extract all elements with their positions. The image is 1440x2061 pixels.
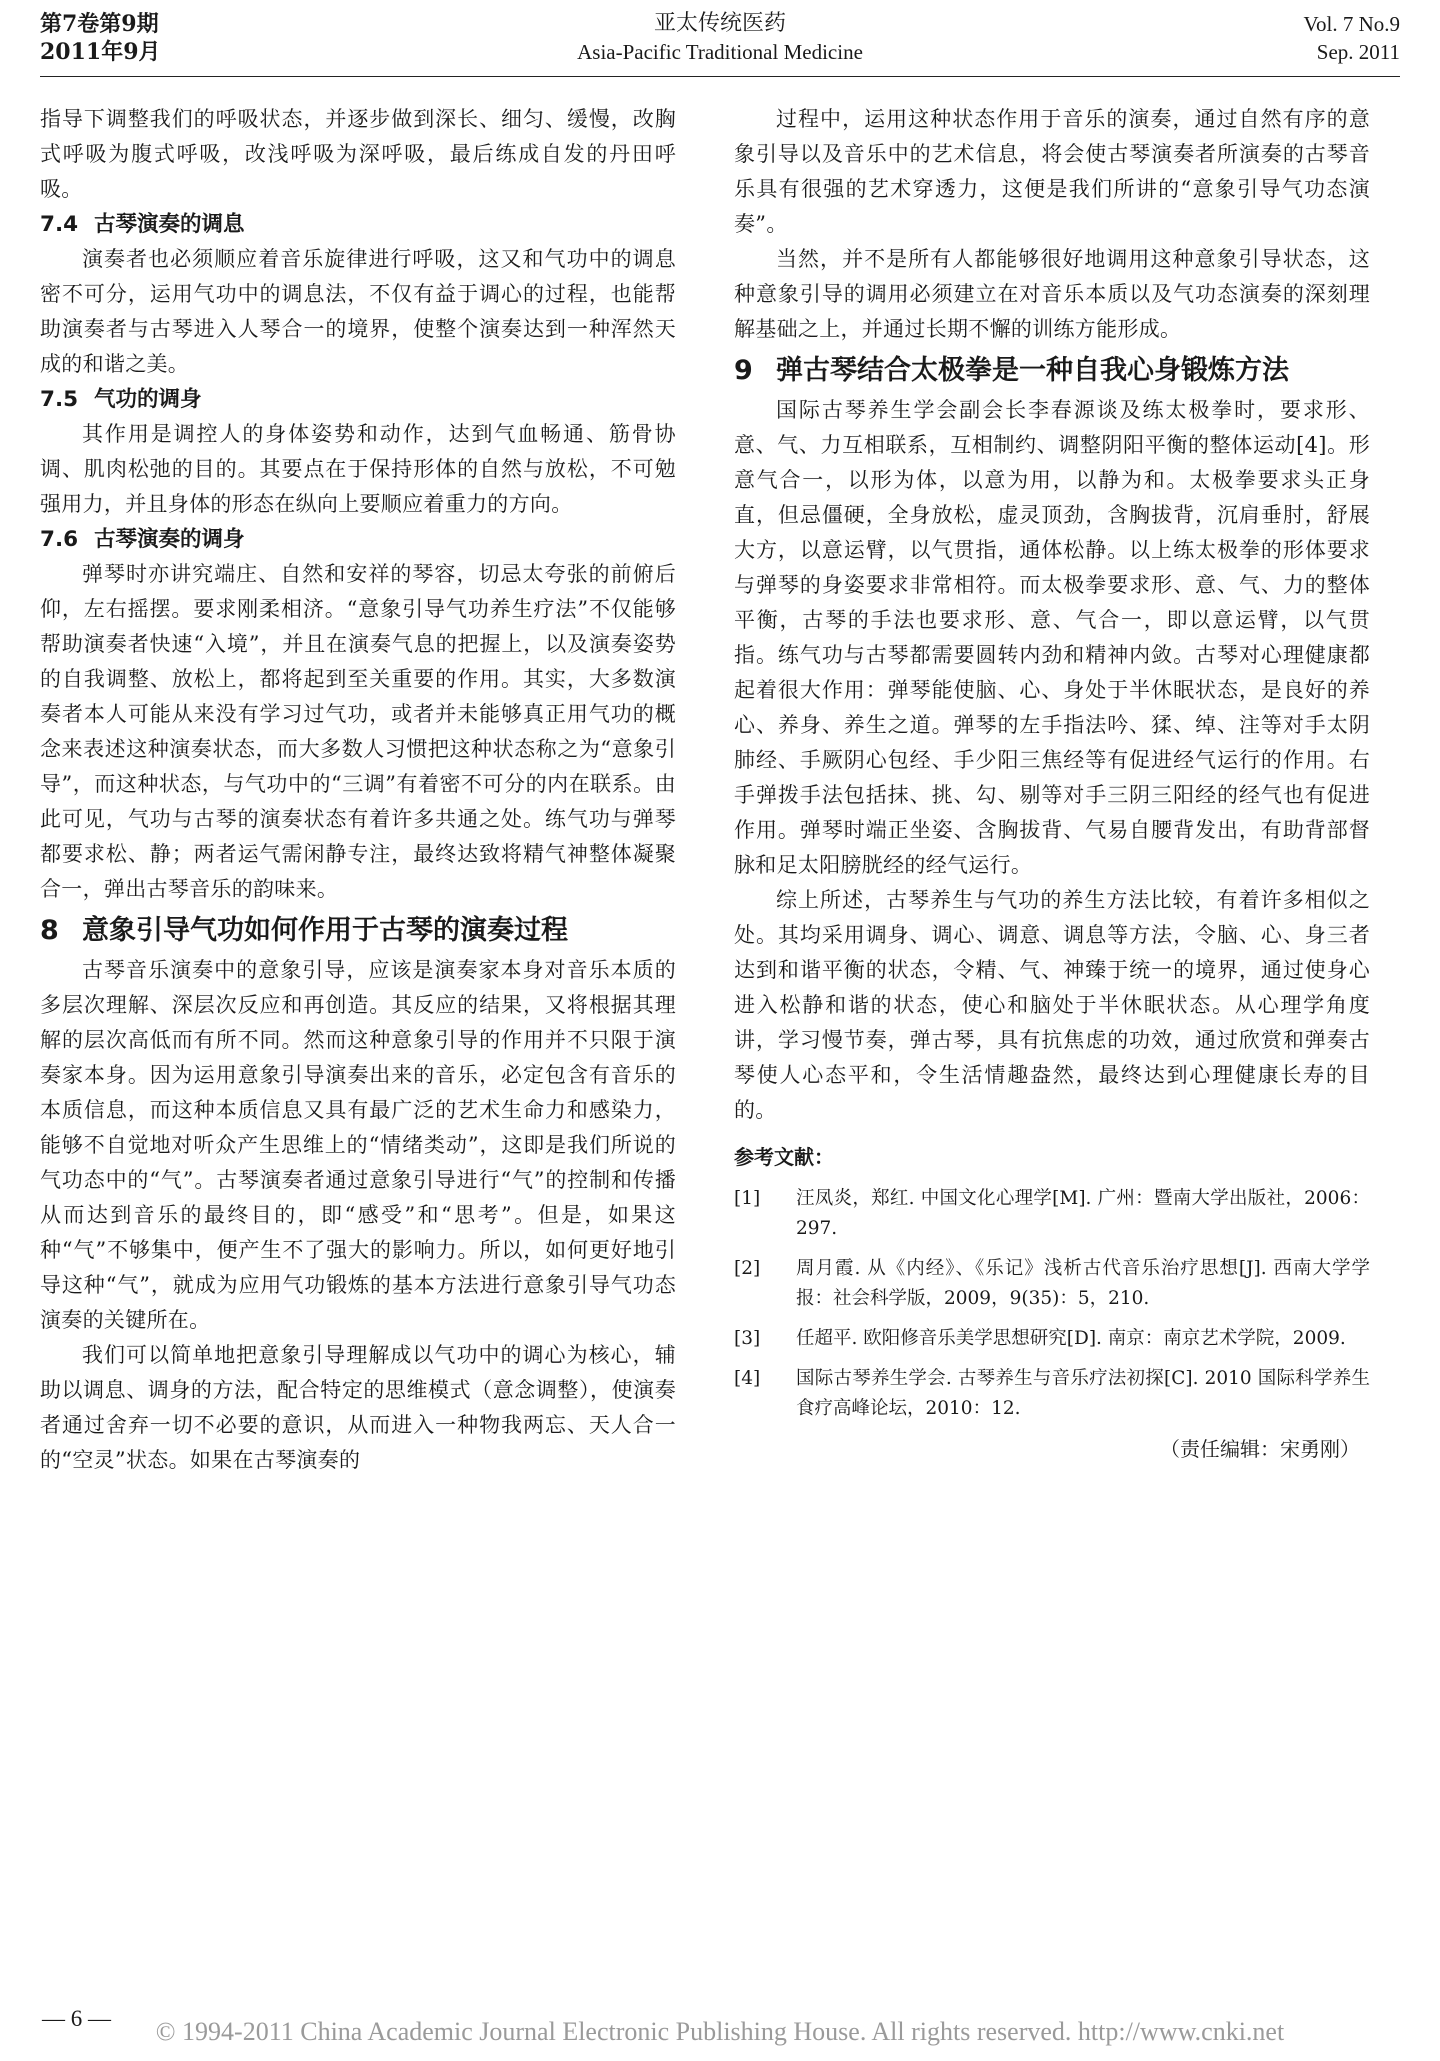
section-title: 意象引导气功如何作用于古琴的演奏过程 bbox=[82, 915, 568, 946]
running-header bbox=[40, 10, 1400, 72]
section-number: 8 bbox=[40, 915, 59, 946]
left-column bbox=[40, 102, 676, 1478]
section-number: 9 bbox=[734, 355, 753, 386]
paragraph: 过程中，运用这种状态作用于音乐的演奏，通过自然有序的意象引导以及音乐中的艺术信息，将会使古琴演奏者所演奏的古琴音乐具有很强的艺术穿透力，这便是我们所讲的“意象引导气功态演奏”。 bbox=[734, 107, 1370, 236]
copyright-footer: © 1994-2011 China Academic Journal Electronic Publishing House. All rights reserved. http://www.cnki.net bbox=[155, 2017, 1285, 2046]
header-rule bbox=[40, 76, 1400, 77]
subsection-number: 7.4 bbox=[40, 212, 79, 237]
subsection-title: 古琴演奏的调身 bbox=[94, 527, 245, 552]
section-title: 弹古琴结合太极拳是一种自我心身锻炼方法 bbox=[776, 355, 1289, 386]
reference-number: [1] bbox=[734, 1188, 761, 1209]
subsection-number: 7.6 bbox=[40, 527, 79, 552]
reference-text: 任超平. 欧阳修音乐美学思想研究[D]. 南京：南京艺术学院，2009. bbox=[796, 1328, 1346, 1349]
journal-title bbox=[40, 10, 1400, 66]
journal-volume-en bbox=[1304, 10, 1400, 66]
subsection-title: 气功的调身 bbox=[94, 387, 202, 412]
journal-title-cn: 亚太传统医药 bbox=[653, 11, 786, 36]
reference-text: 国际古琴养生学会. 古琴养生与音乐疗法初探[C]. 2010 国际科学养生食疗高峰论坛，2010：12. bbox=[796, 1368, 1370, 1419]
references-heading: 参考文献： bbox=[734, 1145, 834, 1169]
issue-date: 2011年9月 bbox=[40, 39, 161, 65]
subsection-heading-7-5 bbox=[40, 382, 676, 417]
reference-text: 周月霞. 从《内经》、《乐记》浅析古代音乐治疗思想[J]. 西南大学学报：社会科学版，2009，9(35)：5，210. bbox=[796, 1258, 1370, 1309]
reference-item bbox=[734, 1324, 1370, 1354]
reference-item bbox=[734, 1364, 1370, 1424]
reference-number: [2] bbox=[734, 1258, 761, 1279]
section-heading-9 bbox=[734, 351, 1370, 391]
journal-title-en: Asia-Pacific Traditional Medicine bbox=[577, 40, 863, 64]
reference-number: [3] bbox=[734, 1328, 761, 1349]
subsection-number: 7.5 bbox=[40, 387, 79, 412]
subsection-heading-7-4 bbox=[40, 207, 676, 242]
volume-issue-en: Vol. 7 No.9 bbox=[1303, 12, 1400, 36]
intro-paragraph: 指导下调整我们的呼吸状态，并逐步做到深长、细匀、缓慢，改胸式呼吸为腹式呼吸，改浅呼吸为深呼吸，最后练成自发的丹田呼吸。 bbox=[40, 107, 676, 201]
paragraph: 古琴音乐演奏中的意象引导，应该是演奏家本身对音乐本质的多层次理解、深层次反应和再创造。其反应的结果，又将根据其理解的层次高低而有所不同。然而这种意象引导的作用并不只限于演奏家本身。因为运用意象引导演奏出来的音乐，必定包含有音乐的本质信息，而这种本质信息又具有最广泛的艺术生命力和感染力，能够不自觉地对听众产生思维上的“情绪类动”，这即是我们所说的气功态中的“气”。古琴演奏者通过意象引导进行“气”的控制和传播从而达到音乐的最终目的，即“感受”和“思考”。但是，如果这种“气”不够集中，便产生不了强大的影响力。所以，如何更好地引导这种“气”，就成为应用气功锻炼的基本方法进行意象引导气功态演奏的关键所在。 bbox=[40, 958, 676, 1332]
paragraph: 综上所述，古琴养生与气功的养生方法比较，有着许多相似之处。其均采用调身、调心、调意、调息等方法，令脑、心、身三者达到和谐平衡的状态，令精、气、神臻于统一的境界，通过使身心进入松静和谐的状态，使心和脑处于半休眠状态。从心理学角度讲，学习慢节奏，弹古琴，具有抗焦虑的功效，通过欣赏和弹奏古琴使人心态平和，令生活情趣盎然，最终达到心理健康长寿的目的。 bbox=[734, 888, 1370, 1122]
paragraph: 我们可以简单地把意象引导理解成以气功中的调心为核心，辅助以调息、调身的方法，配合特定的思维模式（意念调整），使演奏者通过舍弃一切不必要的意识，从而进入一种物我两忘、天人合一的“空灵”状态。如果在古琴演奏的 bbox=[40, 1343, 676, 1472]
volume-issue: 第7卷第9期 bbox=[40, 11, 159, 37]
reference-item bbox=[734, 1184, 1370, 1244]
right-column bbox=[734, 102, 1370, 1464]
reference-item bbox=[734, 1254, 1370, 1314]
reference-text: 汪凤炎，郑红. 中国文化心理学[M]. 广州：暨南大学出版社，2006：297. bbox=[796, 1188, 1370, 1239]
section-heading-8 bbox=[40, 911, 676, 951]
paragraph: 当然，并不是所有人都能够很好地调用这种意象引导状态，这种意象引导的调用必须建立在对音乐本质以及气功态演奏的深刻理解基础之上，并通过长期不懈的训练方能形成。 bbox=[734, 247, 1370, 341]
paragraph: 其作用是调控人的身体姿势和动作，达到气血畅通、筋骨协调、肌肉松弛的目的。其要点在于保持形体的自然与放松，不可勉强用力，并且身体的形态在纵向上要顺应着重力的方向。 bbox=[40, 422, 676, 516]
paragraph: 演奏者也必须顺应着音乐旋律进行呼吸，这又和气功中的调息密不可分，运用气功中的调息法，不仅有益于调心的过程，也能帮助演奏者与古琴进入人琴合一的境界，使整个演奏达到一种浑然天成的和谐之美。 bbox=[40, 247, 676, 376]
subsection-title: 古琴演奏的调息 bbox=[94, 212, 245, 237]
paragraph: 弹琴时亦讲究端庄、自然和安祥的琴容，切忌太夸张的前俯后仰，左右摇摆。要求刚柔相济。“意象引导气功养生疗法”不仅能够帮助演奏者快速“入境”，并且在演奏气息的把握上，以及演奏姿势的自我调整、放松上，都将起到至关重要的作用。其实，大多数演奏者本人可能从来没有学习过气功，或者并未能够真正用气功的概念来表述这种演奏状态，而大多数人习惯把这种状态称之为“意象引导”，而这种状态，与气功中的“三调”有着密不可分的内在联系。由此可见，气功与古琴的演奏状态有着许多共通之处。练气功与弹琴都要求松、静；两者运气需闲静专注，最终达致将精气神整体凝聚合一，弹出古琴音乐的韵味来。 bbox=[40, 562, 676, 901]
issue-date-en: Sep. 2011 bbox=[1316, 40, 1400, 64]
paragraph: 国际古琴养生学会副会长李春源谈及练太极拳时，要求形、意、气、力互相联系，互相制约、调整阴阳平衡的整体运动[4]。形意气合一，以形为体，以意为用，以静为和。太极拳要求头正身直，但忌僵硬，全身放松，虚灵顶劲，含胸拔背，沉肩垂肘，舒展大方，以意运臂，以气贯指，通体松静。以上练太极拳的形体要求与弹琴的身姿要求非常相符。而太极拳要求形、意、气、力的整体平衡，古琴的手法也要求形、意、气合一，即以意运臂，以气贯指。练气功与古琴都需要圆转内劲和精神内敛。古琴对心理健康都起着很大作用：弹琴能使脑、心、身处于半休眠状态，是良好的养心、养身、养生之道。弹琴的左手指法吟、猱、绰、注等对手太阴肺经、手厥阴心包经、手少阳三焦经等有促进经气运行的作用。右手弹拨手法包括抹、挑、勾、剔等对手三阴三阳经的经气也有促进作用。弹琴时端正坐姿、含胸拔背、气易自腰背发出，有助背部督脉和足太阳膀胱经的经气运行。 bbox=[734, 398, 1370, 877]
reference-number: [4] bbox=[734, 1368, 761, 1389]
subsection-heading-7-6 bbox=[40, 522, 676, 557]
page-number: — 6 — bbox=[42, 2006, 111, 2031]
responsible-editor: （责任编辑：宋勇刚） bbox=[1160, 1437, 1360, 1461]
